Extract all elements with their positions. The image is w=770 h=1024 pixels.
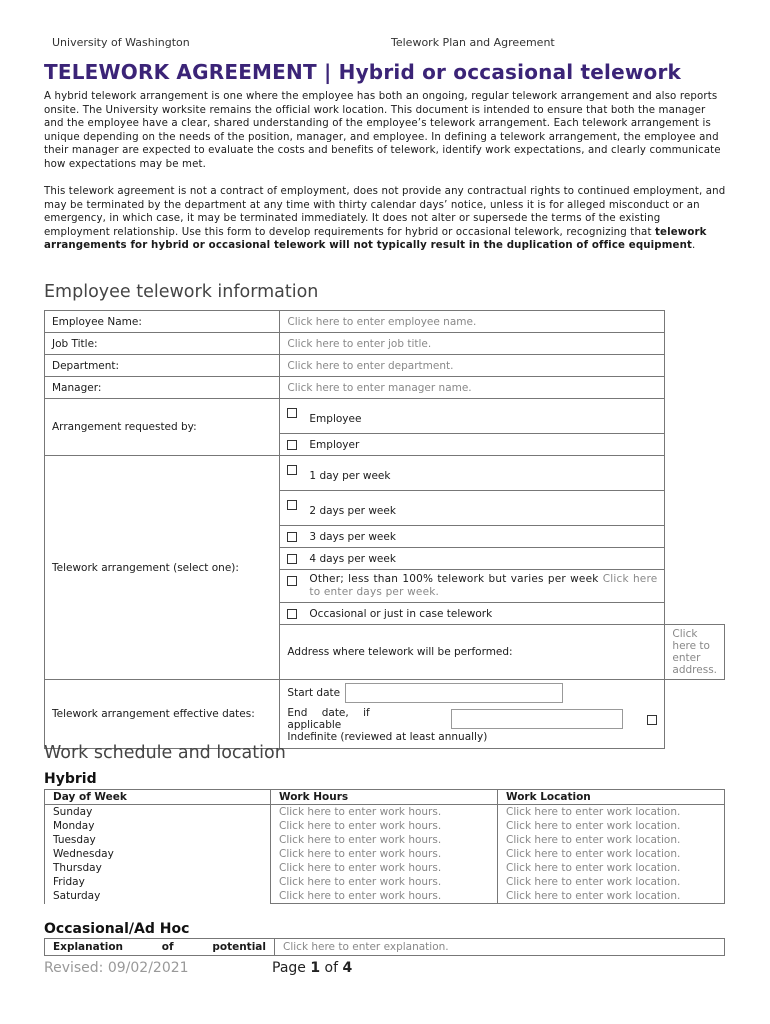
day-sunday: Sunday	[53, 806, 93, 818]
section-heading-schedule: Work schedule and location	[44, 743, 286, 763]
column-header: Work Hours	[271, 790, 498, 805]
hours-field-saturday[interactable]: Click here to enter work hours.	[279, 890, 442, 902]
checkbox[interactable]	[287, 440, 297, 450]
table-row	[45, 311, 725, 333]
department-field[interactable]: Click here to enter department.	[280, 355, 665, 377]
disclaimer-end: .	[692, 240, 696, 252]
location-field-thursday[interactable]: Click here to enter work location.	[506, 862, 681, 874]
hours-cell	[271, 805, 498, 904]
total-pages: 4	[342, 960, 353, 976]
table-row	[45, 805, 725, 904]
manager-field[interactable]: Click here to enter manager name.	[280, 377, 665, 399]
option-label: 3 days per week	[309, 530, 396, 543]
employee-name-label: Employee Name:	[45, 311, 280, 333]
day-thursday: Thursday	[53, 862, 102, 874]
table-header-row	[45, 790, 725, 805]
hours-field-friday[interactable]: Click here to enter work hours.	[279, 876, 442, 888]
option-label: Employee	[309, 413, 362, 425]
disclaimer-text: This telework agreement is not a contract of employment, does not provide any contractual rights to continued employment, and may be terminated by the department at any time with thirty calendar days’ notice, unless it is for alleged misconduct or an emergency, in which case, it may be terminated immediately. It does not alter or supersede the terms of the existing employment relationship. Use this form to develop requirements for hybrid or occasional telework, recognizing that	[44, 186, 726, 238]
page-title: TELEWORK AGREEMENT | Hybrid or occasional telework	[44, 60, 682, 84]
arrangement-option-4-days[interactable]	[280, 548, 665, 570]
option-label: 4 days per week	[309, 552, 396, 565]
option-label: 2 days per week	[309, 505, 396, 517]
requested-by-employer-option[interactable]	[280, 434, 665, 456]
location-field-monday[interactable]: Click here to enter work location.	[506, 820, 681, 832]
hours-field-wednesday[interactable]: Click here to enter work hours.	[279, 848, 442, 860]
header-left: University of Washington	[52, 36, 190, 49]
location-field-sunday[interactable]: Click here to enter work location.	[506, 806, 681, 818]
option-label: Other; less than 100% telework but varies per week	[309, 573, 599, 585]
start-date-input[interactable]	[345, 683, 563, 703]
indefinite-checkbox[interactable]	[647, 715, 657, 725]
table-row	[45, 377, 725, 399]
adhoc-explanation-field[interactable]: Click here to enter explanation.	[275, 939, 725, 956]
address-label: Address where telework will be performed:	[280, 625, 665, 680]
day-monday: Monday	[53, 820, 95, 832]
revised-date: Revised: 09/02/2021	[44, 960, 189, 976]
employee-name-field[interactable]: Click here to enter employee name.	[280, 311, 665, 333]
day-wednesday: Wednesday	[53, 848, 114, 860]
hours-field-thursday[interactable]: Click here to enter work hours.	[279, 862, 442, 874]
checkbox[interactable]	[287, 465, 297, 475]
table-row	[45, 680, 725, 749]
option-label: Occasional or just in case telework	[309, 607, 493, 620]
day-saturday: Saturday	[53, 890, 101, 902]
page-prefix: Page	[272, 960, 311, 976]
intro-paragraph: A hybrid telework arrangement is one where the employee has both an ongoing, regular telework arrangement and also reports onsite. The University worksite remains the official work location. This document is intended to ensure that both the manager and the employee have a clear, shared understanding of the employee’s telework arrangement. Each telework arrangement is unique depending on the needs of the position, manager, and employee. In defining a telework arrangement, the employee and their manager are expected to evaluate the costs and benefits of telework, identify work expectations, and clearly communicate how expectations may be met.	[44, 91, 721, 170]
adhoc-heading: Occasional/Ad Hoc	[44, 921, 190, 937]
indefinite-label: Indefinite (reviewed at least annually)	[287, 731, 488, 743]
column-header: Day of Week	[45, 790, 271, 805]
end-date-input[interactable]	[451, 709, 623, 729]
current-page: 1	[310, 960, 321, 976]
hours-field-monday[interactable]: Click here to enter work hours.	[279, 820, 442, 832]
effective-dates-label: Telework arrangement effective dates:	[45, 680, 280, 749]
hybrid-schedule-table	[44, 789, 725, 904]
adhoc-label: Explanation of potential	[45, 939, 275, 956]
disclaimer-paragraph	[44, 185, 726, 253]
disclaimer-bold: telework arrangements for hybrid or occasional telework will not typically result in the duplication of office equipment	[44, 226, 707, 252]
day-cell	[45, 805, 271, 904]
hours-field-sunday[interactable]: Click here to enter work hours.	[279, 806, 442, 818]
location-cell	[498, 805, 725, 904]
job-title-field[interactable]: Click here to enter job title.	[280, 333, 665, 355]
checkbox[interactable]	[287, 609, 297, 619]
requested-by-label: Arrangement requested by:	[45, 399, 280, 456]
other-days-field[interactable]: Click here to enter days per week.	[309, 573, 658, 598]
hybrid-heading: Hybrid	[44, 771, 97, 787]
checkbox[interactable]	[287, 554, 297, 564]
table-row	[45, 399, 725, 434]
hours-field-tuesday[interactable]: Click here to enter work hours.	[279, 834, 442, 846]
day-friday: Friday	[53, 876, 85, 888]
arrangement-option-other[interactable]	[280, 570, 665, 603]
job-title-label: Job Title:	[45, 333, 280, 355]
table-row	[45, 939, 725, 956]
option-label: Employer	[309, 438, 360, 451]
manager-label: Manager:	[45, 377, 280, 399]
department-label: Department:	[45, 355, 280, 377]
option-label: 1 day per week	[309, 470, 391, 482]
address-field[interactable]: Click here to enter address.	[665, 625, 725, 680]
location-field-wednesday[interactable]: Click here to enter work location.	[506, 848, 681, 860]
adhoc-table	[44, 938, 725, 956]
employee-info-table	[44, 310, 725, 749]
checkbox[interactable]	[287, 408, 297, 418]
header-right: Telework Plan and Agreement	[391, 36, 555, 49]
requested-by-employee-option[interactable]	[280, 399, 665, 434]
section-heading-employee-info: Employee telework information	[44, 282, 319, 302]
arrangement-option-1-day[interactable]	[280, 456, 665, 491]
location-field-saturday[interactable]: Click here to enter work location.	[506, 890, 681, 902]
column-header: Work Location	[498, 790, 725, 805]
location-field-friday[interactable]: Click here to enter work location.	[506, 876, 681, 888]
arrangement-option-occasional[interactable]	[280, 603, 665, 625]
end-date-label: End date, if applicable	[287, 707, 370, 731]
checkbox[interactable]	[287, 576, 297, 586]
table-row	[45, 355, 725, 377]
checkbox[interactable]	[287, 532, 297, 542]
location-field-tuesday[interactable]: Click here to enter work location.	[506, 834, 681, 846]
checkbox[interactable]	[287, 500, 297, 510]
effective-dates-cell	[280, 680, 665, 749]
table-row	[45, 333, 725, 355]
page-number	[272, 960, 352, 976]
start-date-label: Start date	[287, 687, 341, 699]
arrangement-option-3-days[interactable]	[280, 526, 665, 548]
table-row	[45, 456, 725, 491]
day-tuesday: Tuesday	[53, 834, 96, 846]
page-of: of	[320, 960, 343, 976]
arrangement-label: Telework arrangement (select one):	[45, 456, 280, 680]
arrangement-option-2-days[interactable]	[280, 491, 665, 526]
